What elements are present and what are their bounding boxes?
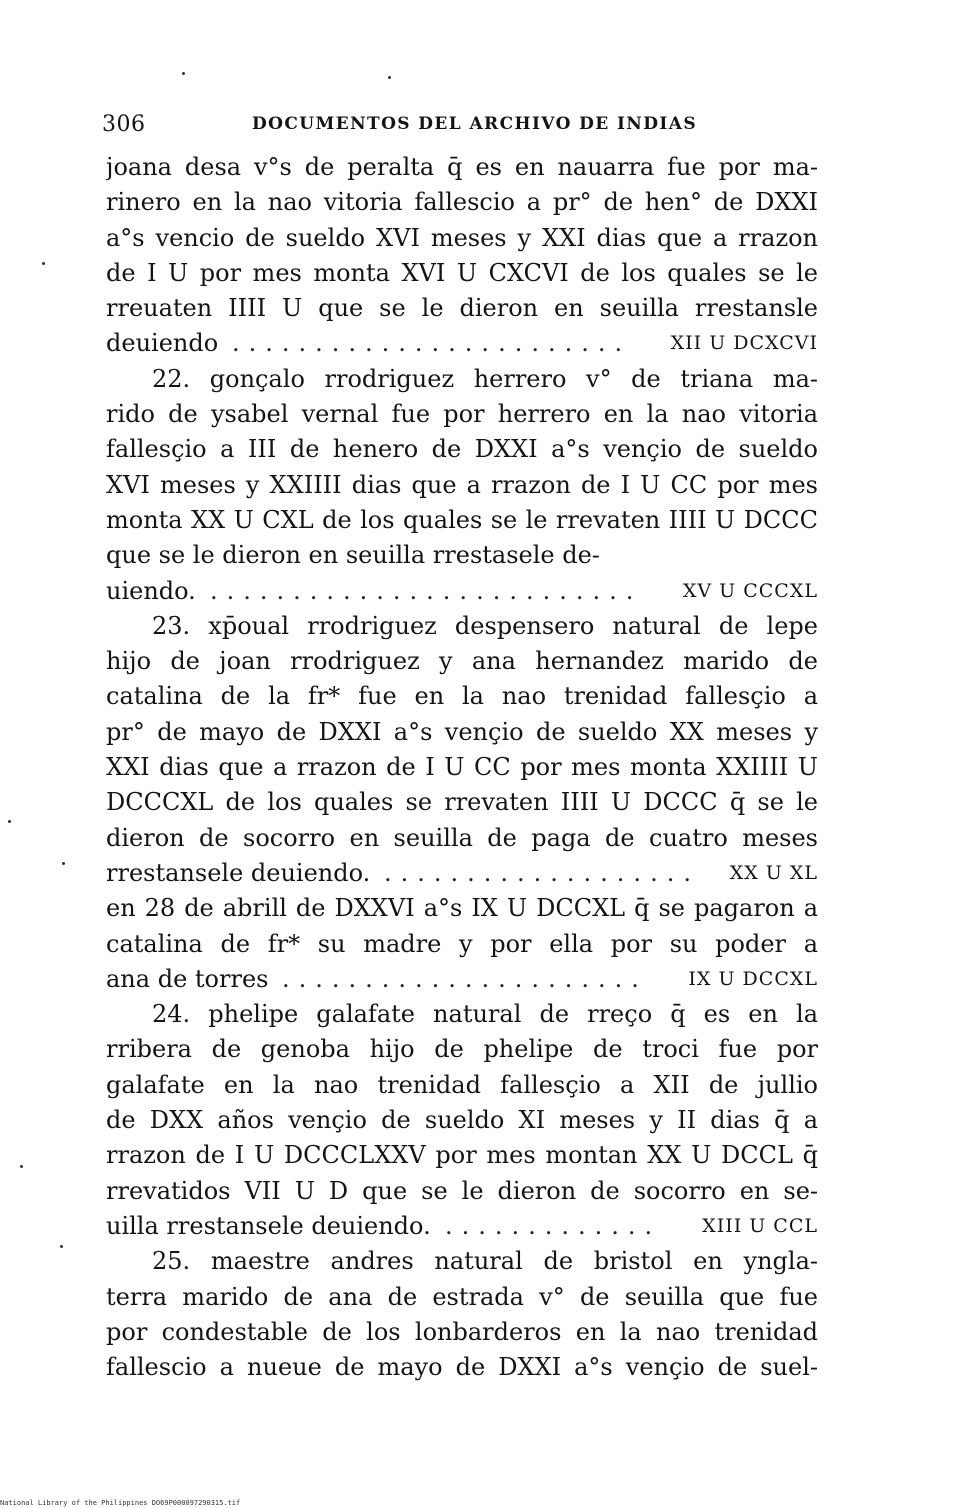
dot-leader: .......................... <box>210 576 643 605</box>
text-line: rribera de genoba hijo de phelipe de troci fue por <box>106 1035 818 1064</box>
text-line: XXI dias que a rrazon de I U CC por mes monta XXIIII U <box>106 753 818 782</box>
text-line: rreuaten IIII U que se le dieron en seuilla rrestansle <box>106 294 818 323</box>
page-number: 306 <box>102 112 146 137</box>
running-head: DOCUMENTOS DEL ARCHIVO DE INDIAS <box>252 114 697 134</box>
text-line: en 28 de abrill de DXXVI a°s IX U DCCXL q̄ se pagaron a <box>106 894 818 923</box>
text-line <box>106 1209 818 1244</box>
amount-value: XIII U CCL <box>702 1214 818 1237</box>
dot-leader: ............. <box>445 1211 662 1240</box>
text-line: rinero en la nao vitoria fallescio a pr° de hen° de DXXI <box>106 188 818 217</box>
ink-speck <box>42 262 45 265</box>
page-header <box>102 112 820 142</box>
ink-speck <box>388 76 391 79</box>
ink-speck <box>62 862 65 865</box>
text-line: 25. maestre andres natural de bristol en yngla- <box>152 1247 818 1276</box>
dot-leader: ........................ <box>232 329 632 358</box>
text-line: hijo de joan rrodriguez y ana hernandez marido de <box>106 647 818 676</box>
ink-speck <box>60 1245 63 1248</box>
line-text: uiendo. <box>106 576 196 605</box>
text-line <box>106 574 818 609</box>
text-line: joana desa v°s de peralta q̄ es en nauarra fue por ma- <box>106 153 818 181</box>
amount-value: IX U DCCXL <box>688 967 818 990</box>
text-line: que se le dieron en seuilla rrestasele de- <box>106 541 600 570</box>
text-line: de DXX años vençio de sueldo XI meses y II dias q̄ a <box>106 1106 818 1135</box>
text-line: 24. phelipe galafate natural de rreço q̄ es en la <box>152 1000 818 1029</box>
text-line: terra marido de ana de estrada v° de seuilla que fue <box>106 1282 818 1311</box>
body-text <box>106 150 818 1385</box>
line-text: uilla rrestansele deuiendo. <box>106 1211 431 1240</box>
dot-leader: ...................... <box>282 964 648 993</box>
text-line: catalina de fr* su madre y por ella por su poder a <box>106 929 818 958</box>
text-line <box>106 326 818 361</box>
scan-footer: National Library of the Philippines DO69P000097290315.tif <box>0 1499 241 1507</box>
text-line: de I U por mes monta XVI U CXCVI de los quales se le <box>106 258 818 287</box>
text-line: a°s vencio de sueldo XVI meses y XXI dias que a rrazon <box>106 223 818 252</box>
text-line: 23. xp̄oual rrodriguez despensero natural de lepe <box>152 611 818 640</box>
text-line: rido de ysabel vernal fue por herrero en la nao vitoria <box>106 400 818 429</box>
dot-leader: ................... <box>384 858 700 887</box>
text-line: por condestable de los lonbarderos en la nao trenidad <box>106 1317 818 1346</box>
text-line: galafate en la nao trenidad fallesçio a XII de jullio <box>106 1070 818 1099</box>
ink-speck <box>20 1165 23 1168</box>
ink-speck <box>8 820 11 823</box>
text-line: fallesçio a III de henero de DXXI a°s vençio de sueldo <box>106 435 818 464</box>
text-line: fallescio a nueue de mayo de DXXI a°s vençio de suel- <box>106 1353 818 1382</box>
line-text: deuiendo <box>106 329 219 358</box>
line-text: ana de torres <box>106 964 269 993</box>
amount-value: XX U XL <box>729 861 818 884</box>
text-line: XVI meses y XXIIII dias que a rrazon de I U CC por mes <box>106 470 818 499</box>
text-line: monta XX U CXL de los quales se le rrevaten IIII U DCCC <box>106 505 818 534</box>
text-line: 22. gonçalo rrodriguez herrero v° de triana ma- <box>152 364 818 393</box>
text-line: rrevatidos VII U D que se le dieron de socorro en se- <box>106 1176 818 1205</box>
text-line: DCCCXL de los quales se rrevaten IIII U DCCC q̄ se le <box>106 788 818 817</box>
text-line: dieron de socorro en seuilla de paga de cuatro meses <box>106 823 818 852</box>
ink-speck <box>182 72 185 75</box>
amount-value: XII U DCXCVI <box>670 332 818 355</box>
line-text: rrestansele deuiendo. <box>106 858 371 887</box>
text-line: catalina de la fr* fue en la nao trenidad fallesçio a <box>106 682 818 711</box>
text-line: pr° de mayo de DXXI a°s vençio de sueldo XX meses y <box>106 717 818 746</box>
text-line <box>106 856 818 891</box>
amount-value: XV U CCCXL <box>682 579 818 602</box>
text-line: rrazon de I U DCCCLXXV por mes montan XX U DCCL q̄ <box>106 1141 818 1170</box>
text-line <box>106 962 818 997</box>
